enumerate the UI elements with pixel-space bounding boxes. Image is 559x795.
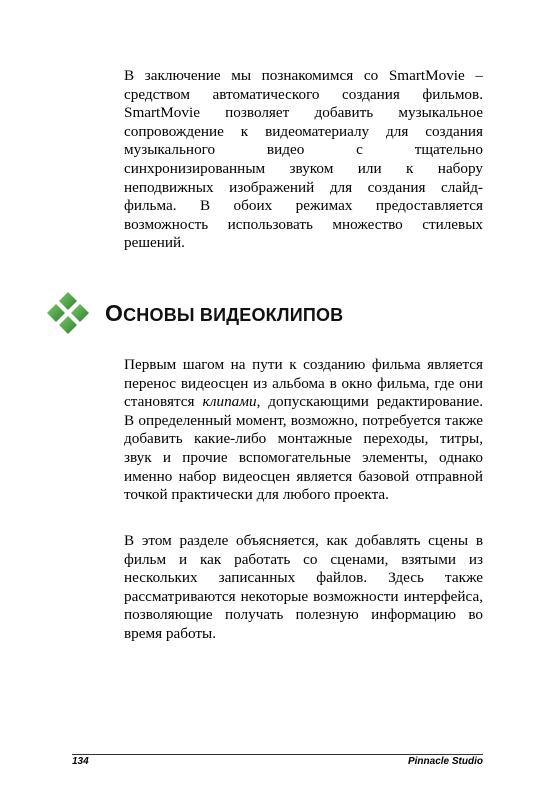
para1-text-after: , допускающими редактирование. В определенный момент, возможно, потребуется также добавить какие-либо монтажные переходы, титры, звук и прочие вспомогательные элементы, однако именно набор видеосцен является базовой отправной точкой практически для любого проекта.: [124, 393, 483, 504]
diamond-right: [71, 304, 89, 322]
diamond-top: [59, 292, 77, 310]
para1-text-before: Первым шагом на пути к созданию фильма является перенос видеосцен из альбома в окно фильма, где они становятся: [124, 356, 483, 411]
diamond-bottom: [59, 316, 77, 334]
body-paragraph-2: В этом разделе объясняется, как добавлять сцены в фильм и как работать со сценами, взятыми из нескольких записанных файлов. Здесь также рассматриваются некоторые возможности интерфейса, позволяющие получать полезную информацию во время работы.: [124, 532, 483, 642]
page-footer: [72, 754, 483, 767]
section-title-first-letter: О: [105, 300, 124, 326]
section-title: [105, 300, 343, 327]
section-title-rest: СНОВЫ ВИДЕОКЛИПОВ: [123, 305, 344, 325]
product-name: Pinnacle Studio: [407, 756, 483, 767]
four-green-diamonds-icon: [40, 290, 100, 340]
section-heading: [40, 290, 520, 340]
body-paragraph-1: [124, 356, 483, 505]
diamond-left: [47, 304, 65, 322]
para1-italic-term: клипами: [202, 393, 257, 411]
page-number: 134: [72, 756, 89, 767]
intro-paragraph: В заключение мы познакомимся со SmartMovie – средством автоматического создания фильмов. SmartMovie позволяет добавить музыкальное сопровождение к видеоматериалу для создания музыкального видео с тщательно синхронизированным звуком или к набору неподвижных изображений для создания слайд-фильма. В обоих режимах предоставляется возможность использовать множество стилевых решений.: [124, 67, 483, 252]
